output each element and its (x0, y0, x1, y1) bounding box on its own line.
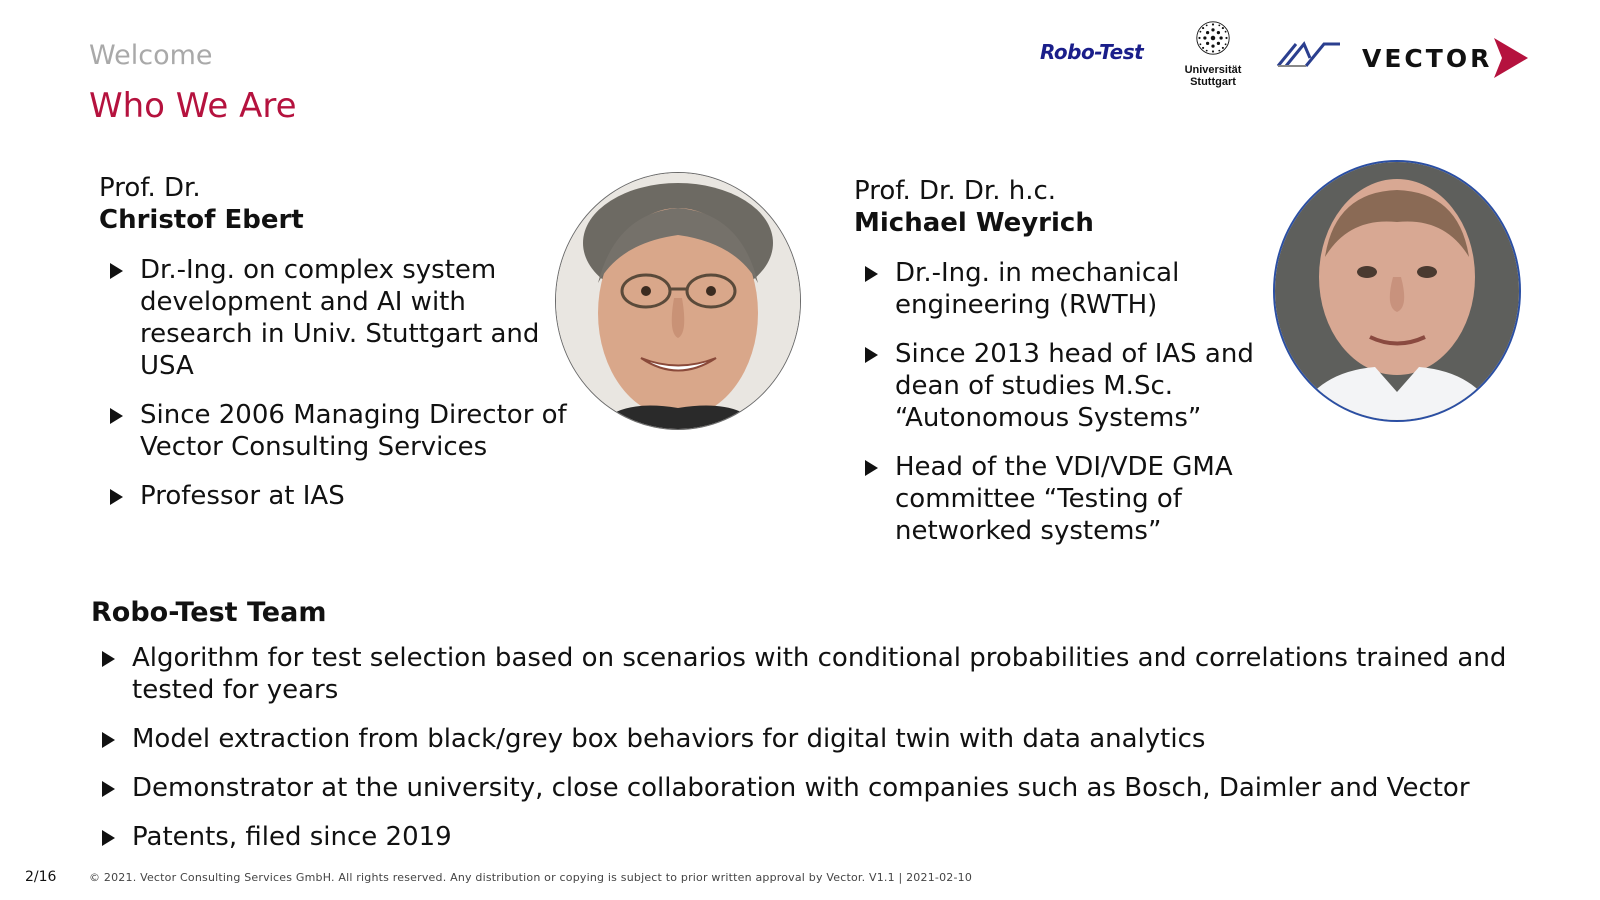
copyright-notice: © 2021. Vector Consulting Services GmbH. All rights reserved. Any distribution or copying is subject to prior written approval by Vector. V1.1 | 2021-02-10 (89, 871, 973, 884)
bullet-arrow-icon (865, 266, 878, 282)
list-item: Patents, filed since 2019 (94, 821, 1534, 853)
bullet-arrow-icon (102, 732, 115, 748)
bullet-arrow-icon (865, 347, 878, 363)
person-1-photo (555, 172, 801, 430)
team-heading: Robo-Test Team (91, 597, 327, 628)
bullet-arrow-icon (110, 263, 123, 279)
slide-title: Who We Are (89, 86, 297, 126)
university-stuttgart-logo (1173, 20, 1253, 88)
list-item: Dr.-Ing. on complex system development and AI with research in Univ. Stuttgart and USA (102, 254, 572, 382)
person-1-title: Prof. Dr. (99, 173, 201, 203)
bullet-arrow-icon (110, 489, 123, 505)
university-logo-line-2: Stuttgart (1190, 76, 1236, 88)
bullet-arrow-icon (102, 781, 115, 797)
bullet-arrow-icon (110, 408, 123, 424)
university-seal-icon (1195, 20, 1231, 56)
bullet-arrow-icon (865, 460, 878, 476)
vector-logo-text: VECTOR (1362, 44, 1493, 73)
list-item: Dr.-Ing. in mechanical engineering (RWTH) (857, 257, 1287, 321)
bullet-arrow-icon (102, 830, 115, 846)
person-2-header (854, 175, 1094, 239)
person-1-name: Christof Ebert (99, 205, 304, 235)
person-2-bullet-list (857, 257, 1287, 564)
team-bullet-list (94, 642, 1534, 870)
page-number: 2/16 (25, 869, 57, 885)
person-2-name: Michael Weyrich (854, 208, 1094, 238)
university-logo-line-1: Universität (1184, 64, 1242, 76)
person-1-header (99, 172, 304, 236)
person-2-title: Prof. Dr. Dr. h.c. (854, 176, 1057, 206)
ias-logo-icon (1276, 40, 1342, 70)
person-2-photo (1273, 160, 1521, 422)
list-item: Demonstrator at the university, close collaboration with companies such as Bosch, Daimler and Vector (94, 772, 1534, 804)
vector-chevron-icon (1492, 36, 1530, 80)
list-item: Head of the VDI/VDE GMA committee “Testing of networked systems” (857, 451, 1287, 547)
list-item: Professor at IAS (102, 480, 572, 512)
bullet-arrow-icon (102, 651, 115, 667)
person-1-bullet-list (102, 254, 572, 529)
vector-logo (1362, 36, 1532, 80)
list-item: Since 2006 Managing Director of Vector Consulting Services (102, 399, 572, 463)
list-item: Since 2013 head of IAS and dean of studies M.Sc. “Autonomous Systems” (857, 338, 1287, 434)
slide-subtitle: Welcome (89, 40, 213, 71)
list-item: Model extraction from black/grey box behaviors for digital twin with data analytics (94, 723, 1534, 755)
robotest-logo: Robo-Test (1040, 40, 1144, 64)
list-item: Algorithm for test selection based on scenarios with conditional probabilities and correlations trained and tested for years (94, 642, 1534, 706)
